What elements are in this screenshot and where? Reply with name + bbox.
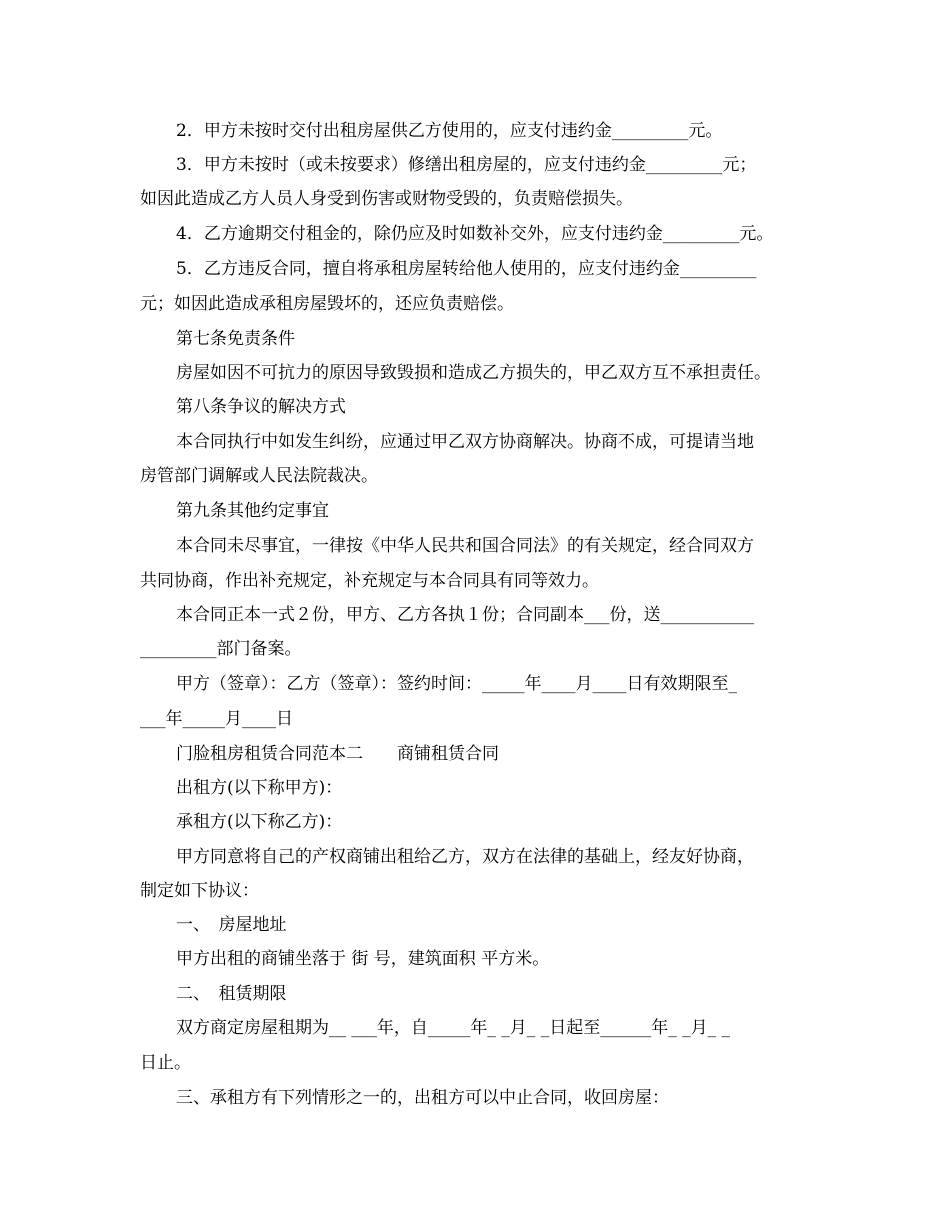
article-7-text: 房屋如因不可抗力的原因导致毁损和造成乙方损失的，甲乙双方互不承担责任。 [176, 363, 771, 383]
clause-penalty-2: 2．甲方未按时交付出租房屋供乙方使用的，应支付违约金_________元。 [176, 121, 723, 141]
signature-line-cont: ___年_____月____日 [140, 709, 293, 729]
clause-penalty-4: 4．乙方逾期交付租金的，除仍应及时如数补交外，应支付违约金_________元。 [176, 224, 774, 244]
section-2-text: 双方商定房屋租期为__ ___年，自_____年_ _月_ _日起至______年_ _月_ _ [176, 1018, 731, 1038]
clause-penalty-5: 5．乙方违反合同，擅自将承租房屋转给他人使用的，应支付违约金_________ [176, 259, 757, 279]
section-2-text-cont: 日止。 [140, 1053, 191, 1073]
copies-clause-cont: _________部门备案。 [140, 639, 302, 659]
clause-penalty-5-cont: 元；如因此造成承租房屋毁坏的，还应负责赔偿。 [140, 294, 514, 314]
article-8-text: 本合同执行中如发生纠纷，应通过甲乙双方协商解决。协商不成，可提请当地 [176, 432, 754, 452]
clause-penalty-3-cont: 如因此造成乙方人员人身受到伤害或财物受毁的，负责赔偿损失。 [140, 189, 633, 209]
clause-penalty-3: 3．甲方未按时（或未按要求）修缮出租房屋的，应支付违约金_________元； [176, 155, 757, 175]
article-9-text: 本合同未尽事宜，一律按《中华人民共和国合同法》的有关规定，经合同双方 [176, 536, 754, 556]
agreement-intro-cont: 制定如下协议： [140, 881, 259, 901]
section-2-heading: 二、 租赁期限 [176, 984, 287, 1004]
article-8-text-cont: 房管部门调解或人民法院裁决。 [140, 466, 378, 486]
lessor-label: 出租方(以下称甲方)： [176, 778, 343, 798]
agreement-intro: 甲方同意将自己的产权商铺出租给乙方，双方在法律的基础上，经友好协商， [176, 847, 754, 867]
copies-clause: 本合同正本一式２份，甲方、乙方各执１份；合同副本___份，送___________ [176, 605, 754, 625]
article-7-heading: 第七条免责条件 [176, 329, 295, 349]
template-two-title: 门脸租房租赁合同范本二 商铺租赁合同 [176, 744, 499, 764]
article-9-text-cont: 共同协商，作出补充规定，补充规定与本合同具有同等效力。 [140, 571, 599, 591]
section-3-text: 三、承租方有下列情形之一的，出租方可以中止合同，收回房屋： [176, 1088, 669, 1108]
signature-line: 甲方（签章）：乙方（签章）：签约时间：_____年____月____日有效期限至_ [176, 674, 737, 694]
lessee-label: 承租方(以下称乙方)： [176, 812, 343, 832]
section-1-heading: 一、 房屋地址 [176, 915, 287, 935]
article-9-heading: 第九条其他约定事宜 [176, 501, 329, 521]
section-1-text: 甲方出租的商铺坐落于 街 号，建筑面积 平方米。 [176, 949, 550, 969]
article-8-heading: 第八条争议的解决方式 [176, 397, 346, 417]
